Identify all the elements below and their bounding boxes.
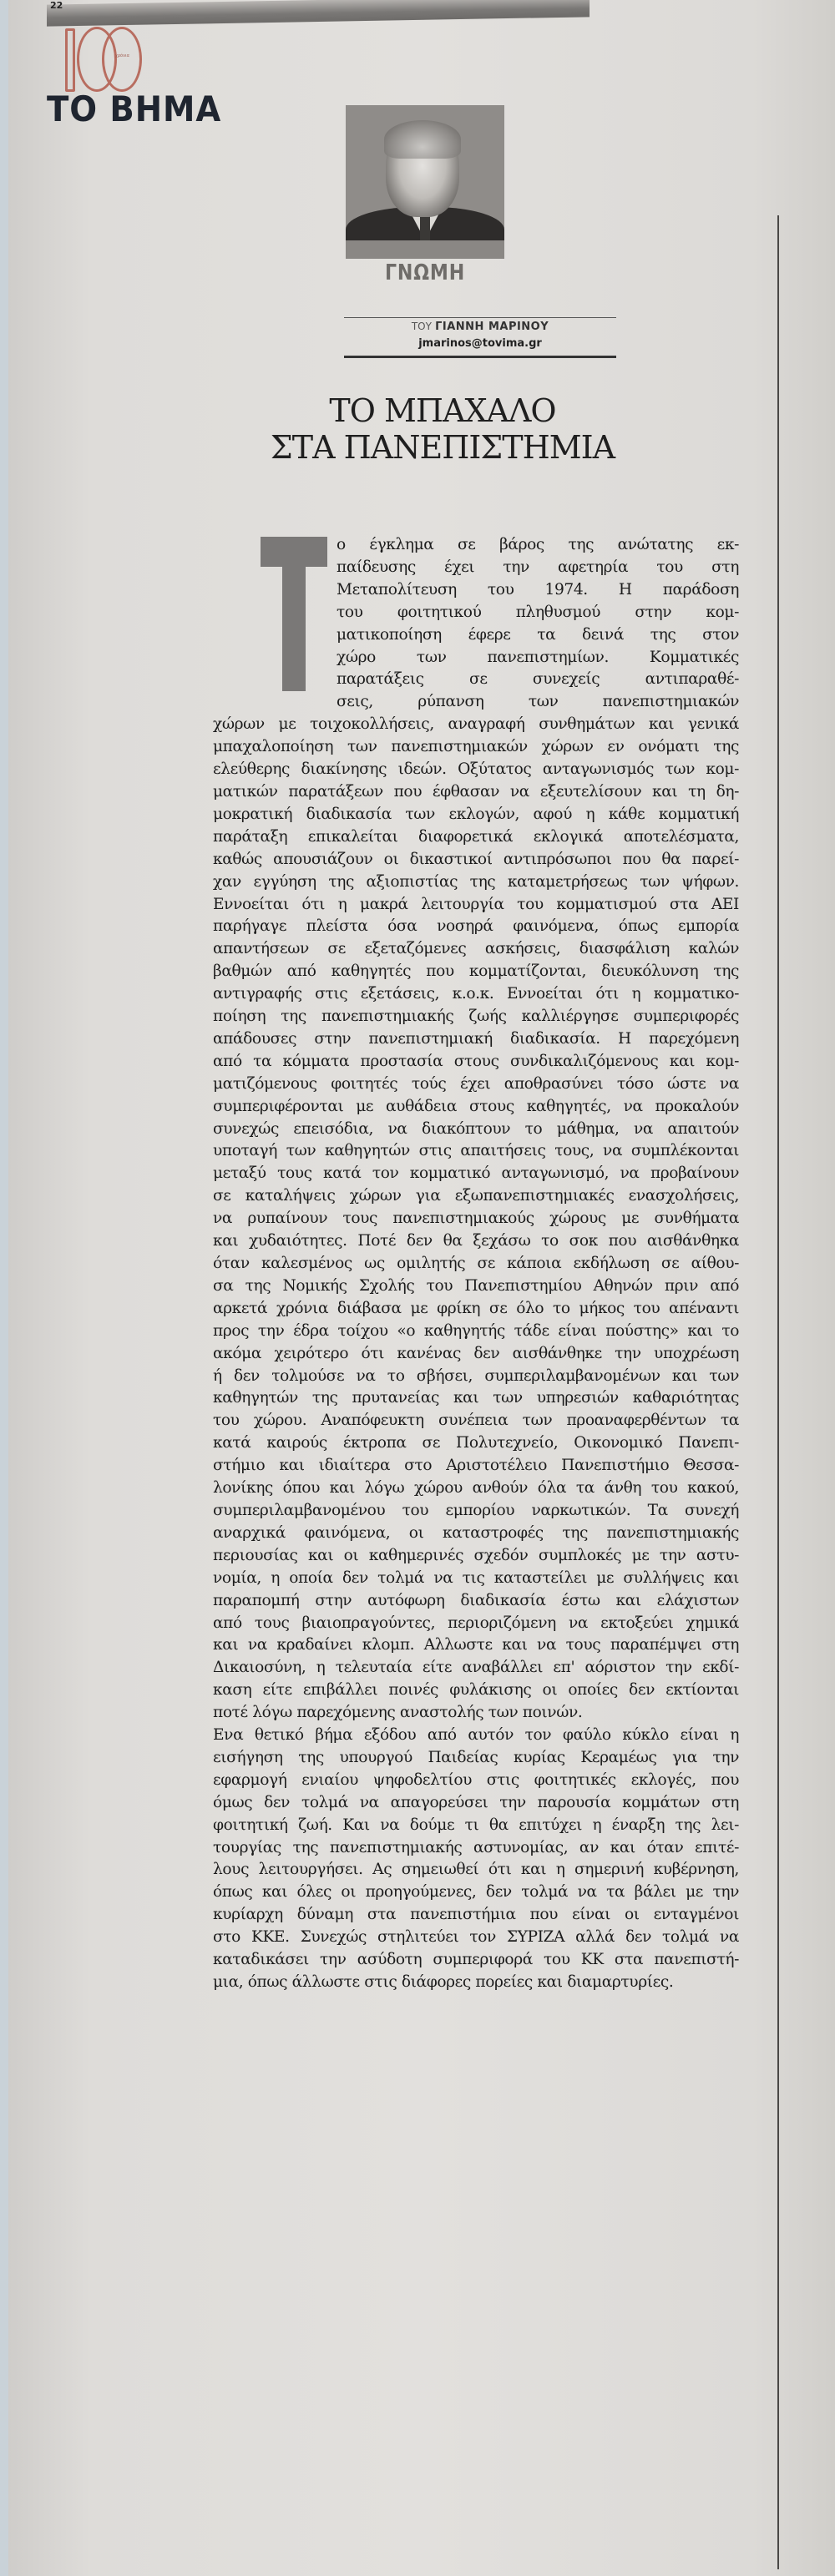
article-line: από τους βιαιοπραγούντες, περιοριζόμενη να εκτοξεύει χημικά [213,1614,739,1632]
logo-digit-zero [102,27,142,92]
article-line: σεις, ρύπανση των πανεπιστημιακών [337,693,739,711]
logo-caption: χρόνια [115,53,129,58]
article-line: χώρων με τοιχοκολλήσεις, αναγραφή συνθημάτων και γενικά [213,715,739,734]
article-line: όταν καλεσμένος ως ομιλητής σε κάποια εκδήλωση σε αίθου- [213,1255,739,1272]
article-line: συνεχώς επεισόδια, να διακόπτουν το μάθημα, να απαιτούν [213,1119,739,1138]
article-line: ποίηση της πανεπιστημιακής ζωής καλλιέργησε συμπεριφορές [213,1008,739,1026]
article-line: όπως και όλες οι προηγούμενες, δεν τολμά να τα βάλει με την [213,1883,739,1902]
article-line: μπαχαλοποίηση των πανεπιστημιακών χώρων εν ονόματι της [213,738,739,756]
article-line: του φοιτητικού πληθυσμού στην κομ- [337,603,739,621]
article-line: μια, όπως άλλωστε στις διάφορες πορείες και διαμαρτυρίες. [213,1973,674,1991]
article-line: φοιτητική ζωή. Και να δούμε τι θα επιτύχει η έναρξη της λει- [213,1816,739,1834]
article-body [213,534,739,1994]
article-line: συμπεριλαμβανομένου του εμπορίου ναρκωτικών. Τα συνεχή [213,1501,739,1519]
article-line: στήμιο και ιδιαίτερα στο Αριστοτέλειο Πανεπιστήμιο Θεσσα- [213,1457,739,1475]
article-line: προς την έδρα τοίχου «ο καθηγητής τάδε είναι πούστης» και το [213,1321,739,1340]
article-line: ματικών παρατάξεων που έφθασαν να εξευτελίσουν και τη δη- [213,782,739,801]
article-line: χαν εγγύηση της αξιοπιστίας της καταμετρήσεως των ψήφων. [213,872,739,891]
article-line: ακόμα χειρότερο ότι κανένας δεν αισθάνθηκε την υποχρέωση [213,1344,739,1362]
article-line: καθώς απουσιάζουν οι δικαστικοί αντιπρόσωποι που θα παρεί- [213,850,739,868]
article-line: Δικαιοσύνη, η τελευταία είτε αναβάλλει επ' αόριστον την εκδί- [213,1659,739,1677]
article-line: λονίκης όπου και λόγω χώρου ανθούν όλα τα άνθη του κακού, [213,1479,739,1498]
article-line: απάδουσες στην πανεπιστημιακή διαδικασία. Η παρεχόμενη [213,1029,739,1048]
byline-rule-thick [344,356,616,358]
author-email[interactable]: jmarinos@tovima.gr [418,337,542,350]
author-photo [346,105,504,240]
article-line: ελεύθερης διακίνησης ιδεών. Οξύτατος ανταγωνισμός των κομ- [213,760,739,779]
article-line: και να κραδαίνει κλομπ. Αλλωστε και να τους παραπέμψει στη [213,1636,739,1654]
article-line: χώρο των πανεπιστημίων. Κομματικές [337,648,739,666]
article-line: να ρυπαίνουν τους πανεπιστημιακούς χώρους με συνθήματα [213,1210,739,1228]
article-line: όμως δεν τολμά να απαγορεύσει την παρουσία κομμάτων στη [213,1793,739,1811]
article-line: από τα κόμματα προστασία στους συνδικαλιζόμενους και κομ- [213,1052,739,1070]
page-number: 22 [50,0,63,11]
column-label: ΓΝΩΜΗ [384,260,466,285]
article-line: αναρχικά φαινόμενα, οι καταστροφές της πανεπιστημιακής [213,1523,739,1542]
article-line: Μεταπολίτευση του 1974. Η παράδοση [337,580,739,599]
article-line: εισήγηση της υπουργού Παιδείας κυρίας Κεραμέως για την [213,1748,739,1766]
article-line: καταδικάσει την ασύδοτη συμπεριφορά του ΚΚ στα πανεπιστή- [213,1951,739,1969]
article-line: καση είτε επιβάλλει ποινές φυλάκισης οι οποίες δεν εκτίονται [213,1681,739,1700]
article-line: στο ΚΚΕ. Συνεχώς στηλιτεύει τον ΣΥΡΙΖΑ αλλά δεν τολμά να [213,1928,739,1947]
byline [344,321,616,333]
masthead: ΤΟ ΒΗΜΑ [47,88,222,129]
centenary-logo [58,23,142,94]
article-line: ματικοποίηση έφερε τα δεινά της στον [337,625,739,644]
byline-rule [344,317,616,318]
photo-caption-bar [346,240,504,259]
logo-digit-one [65,28,75,92]
article-line: του χώρου. Αναπόφευκτη συνέπεια των προαναφερθέντων τα [213,1412,739,1430]
byline-prefix: ΤΟΥ [411,321,432,332]
article-line: αντιγραφής στις εξετάσεις, κ.ο.κ. Εννοείται ότι η κομματικο- [213,985,739,1003]
article-line: καθηγητών της πρυτανείας και των υπηρεσιών καθαριότητας [213,1389,739,1407]
article-headline [250,392,635,466]
article-line: περιουσίας και οι καθημερινές σχεδόν συμπλοκές με την αστυ- [213,1546,739,1564]
article-line: σε καταλήψεις χώρων για εξωπανεπιστημιακές ενασχολήσεις, [213,1187,739,1205]
article-line: παρήγαγε πλείστα όσα νοσηρά φαινόμενα, όπως εμπορία [213,917,739,936]
article-line: παρατάξεις σε συνεχείς αντιπαραθέ- [337,670,739,689]
article-line: κυρίαρχη δύναμη στα πανεπιστήμια που είναι οι ενταγμένοι [213,1906,739,1924]
article-line: ο έγκλημα σε βάρος της ανώτατης εκ- [337,536,739,553]
article-line: εφαρμογή ενιαίου ψηφοδελτίου στις φοιτητικές εκλογές, που [213,1770,739,1789]
article-line: κατά καιρούς έκτροπα σε Πολυτεχνείο, Οικονομικό Πανεπι- [213,1434,739,1452]
article-line: συμπεριφέρονται με αυθάδεια στους καθηγητές, να προκαλούν [213,1097,739,1115]
article-line: ματιζόμενους φοιτητές τούς έχει αποθρασύνει τόσο ώστε να [213,1074,739,1093]
article-line: υποταγή των καθηγητών στις απαιτήσεις τους, να συμπλέκονται [213,1142,739,1160]
article-line: ή δεν τολμούσε να το σβήσει, συμπεριλαμβανομένων και των [213,1366,739,1385]
article-line: βαθμών από καθηγητές που κομματίζονται, διευκόλυνση της [213,962,739,981]
article-line: και χυδαιότητες. Ποτέ δεν θα ξεχάσω το σοκ που αισθάνθηκα [213,1232,739,1250]
article-line: τουργίας της πανεπιστημιακής αστυνομίας, αν και όταν επιτέ- [213,1838,739,1856]
article-line: λους λειτουργήσει. Ας σημειωθεί ότι και η σημερινή κυβέρνηση, [213,1861,739,1879]
article-line: νομία, η οποία δεν τολμά να τις καταστείλει με συλλήψεις και [213,1568,739,1587]
article-line: Εννοείται ότι η μακρά λειτουργία του κομματισμού στα ΑΕΙ [213,895,739,913]
headline-line: ΤΟ ΜΠΑΧΑΛΟ [329,392,556,429]
article-line: Ενα θετικό βήμα εξόδου από αυτόν τον φαύλο κύκλο είναι η [213,1726,739,1745]
article-line: σα της Νομικής Σχολής του Πανεπιστημίου Αθηνών πριν από [213,1276,739,1295]
column-divider [777,215,779,2569]
headline-line: ΣΤΑ ΠΑΝΕΠΙΣΤΗΜΙΑ [270,429,615,466]
article-line: παίδευσης έχει την αφετηρία του στη [337,558,739,576]
article-line: αρκετά χρόνια διάβασα με φρίκη σε όλο το μήκος του απέναντι [213,1299,739,1317]
article-line: μοκρατική διαδικασία των εκλογών, αφού η κάθε κομματική [213,805,739,823]
article-line: απαντήσεων σε εξεταζόμενες ασκήσεις, διασφάλιση καλών [213,940,739,958]
article-line: παράταξη επικαλείται διαφορετικά εκλογικά αποτελέσματα, [213,827,739,846]
article-line: παραπομπή στην αυτόφωρη διαδικασία έστω και ελάχιστων [213,1591,739,1609]
article-line: μεταξύ τους κατά τον κομματικό ανταγωνισμό, να προβαίνουν [213,1164,739,1183]
author-name: ΓΙΑΝΝΗ ΜΑΡΙΝΟΥ [435,321,549,333]
article-line: ποτέ λόγω παρεχόμενης αναστολής των ποινών. [213,1704,583,1722]
